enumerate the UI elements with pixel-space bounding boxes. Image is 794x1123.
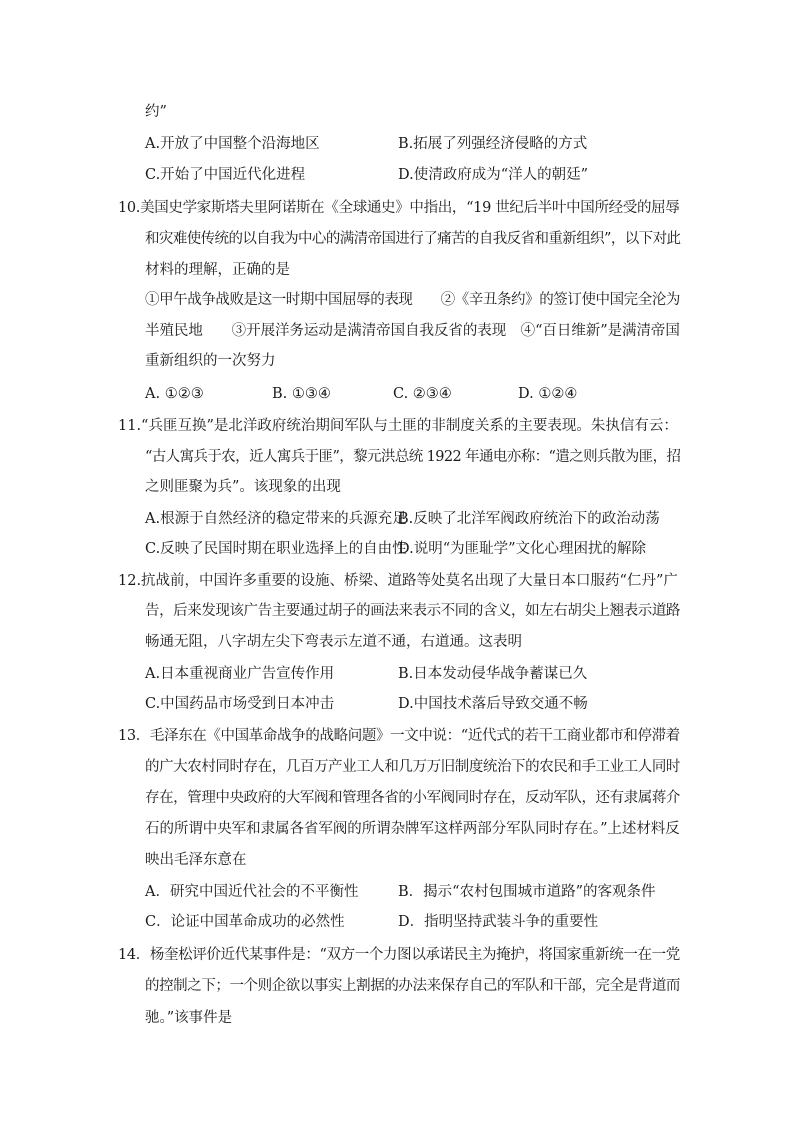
- q9-option-b: B.拓展了列强经济侵略的方式: [398, 136, 588, 152]
- q9-stem-tail: 约”: [145, 104, 167, 120]
- q13-stem-line-4: 石的所谓中央军和隶属各省军阀的所谓杂牌军这样两部分军队同时存在。”上述材料反: [145, 821, 680, 837]
- q11-stem-line-2: “古人寓兵于农，近人寓兵于匪”，黎元洪总统 1922 年通电亦称：“遣之则兵散为匪，招: [145, 449, 681, 465]
- q10-stem-line-6: 重新组织的一次努力: [145, 353, 276, 369]
- q14-stem-line-1: 14．杨奎松评价近代某事件是：“双方一个力图以承诺民主为掩护，将国家重新统一在一党: [118, 947, 680, 963]
- q13-stem-line-3: 存在，管理中央政府的大军阀和管理各省的小军阀同时存在，反动军队，还有隶属蒋介: [145, 790, 680, 806]
- q10-option-b: B. ①③④: [272, 386, 331, 402]
- q12-option-a: A.日本重视商业广告宣传作用: [145, 666, 335, 682]
- q14-stem-line-2: 的控制之下；一个则企欲以事实上割据的办法来保存自己的军队和干部，完全是背道而: [145, 978, 680, 994]
- q10-option-d: D. ①②④: [518, 386, 578, 402]
- q12-stem-line-3: 畅通无阻，八字胡左尖下弯表示左道不通，右道通。这表明: [145, 634, 522, 650]
- q13-option-a: A．研究中国近代社会的不平衡性: [145, 884, 359, 900]
- q11-option-a: A.根源于自然经济的稳定带来的兵源充足: [145, 511, 407, 527]
- q11-option-b: B.反映了北洋军阀政府统治下的政治动荡: [398, 511, 660, 527]
- q12-option-d: D.中国技术落后导致交通不畅: [398, 696, 588, 712]
- q11-stem-line-3: 之则匪聚为兵”。该现象的出现: [145, 479, 341, 495]
- q13-stem-line-5: 映出毛泽东意在: [145, 852, 247, 868]
- q13-stem-line-1: 13．毛泽东在《中国革命战争的战略问题》一文中说：“近代式的若干工商业都市和停滞着: [118, 728, 680, 744]
- q10-option-a: A. ①②③: [145, 386, 204, 402]
- q10-stem-line-5: 半殖民地 ③开展洋务运动是满清帝国自我反省的表现 ④“百日维新”是满清帝国: [145, 323, 680, 339]
- q11-stem-line-1: 11.“兵匪互换”是北洋政府统治期间军队与土匪的非制度关系的主要表现。朱执信有云：: [118, 418, 678, 434]
- q10-stem-line-4: ①甲午战争战败是这一时期中国屈辱的表现 ②《辛丑条约》的签订使中国完全沦为: [145, 292, 680, 308]
- q12-stem-line-2: 告，后来发现该广告主要通过胡子的画法来表示不同的含义，如左右胡尖上翘表示道路: [145, 603, 680, 619]
- q12-stem-line-1: 12.抗战前，中国许多重要的设施、桥梁、道路等处莫名出现了大量日本口服药“仁丹”广: [118, 573, 678, 589]
- q10-stem-line-1: 10.美国史学家斯塔夫里阿诺斯在《全球通史》中指出，“19 世纪后半叶中国所经受的屈辱: [118, 200, 680, 216]
- q9-option-a: A.开放了中国整个沿海地区: [145, 136, 320, 152]
- q10-stem-line-3: 材料的理解，正确的是: [145, 262, 290, 278]
- q9-option-c: C.开始了中国近代化进程: [145, 167, 306, 183]
- q12-option-c: C.中国药品市场受到日本冲击: [145, 696, 335, 712]
- q10-option-c: C. ②③④: [393, 386, 452, 402]
- q13-stem-line-2: 的广大农村同时存在，几百万产业工人和几万万旧制度统治下的农民和手工业工人同时: [145, 759, 680, 775]
- q13-option-b: B．揭示“农村包围城市道路”的客观条件: [398, 884, 656, 900]
- q13-option-d: D．指明坚持武装斗争的重要性: [398, 914, 599, 930]
- q11-option-d: D.说明“为匪耻学”文化心理困扰的解除: [398, 541, 647, 557]
- q12-option-b: B.日本发动侵华战争蓄谋已久: [398, 666, 588, 682]
- q10-stem-line-2: 和灾难使传统的以自我为中心的满清帝国进行了痛苦的自我反省和重新组织”，以下对此: [145, 231, 681, 247]
- q11-option-c: C.反映了民国时期在职业选择上的自由性: [145, 541, 407, 557]
- q13-option-c: C．论证中国革命成功的必然性: [145, 914, 345, 930]
- q9-option-d: D.使清政府成为“洋人的朝廷”: [398, 167, 589, 183]
- q14-stem-line-3: 驰。”该事件是: [145, 1010, 233, 1026]
